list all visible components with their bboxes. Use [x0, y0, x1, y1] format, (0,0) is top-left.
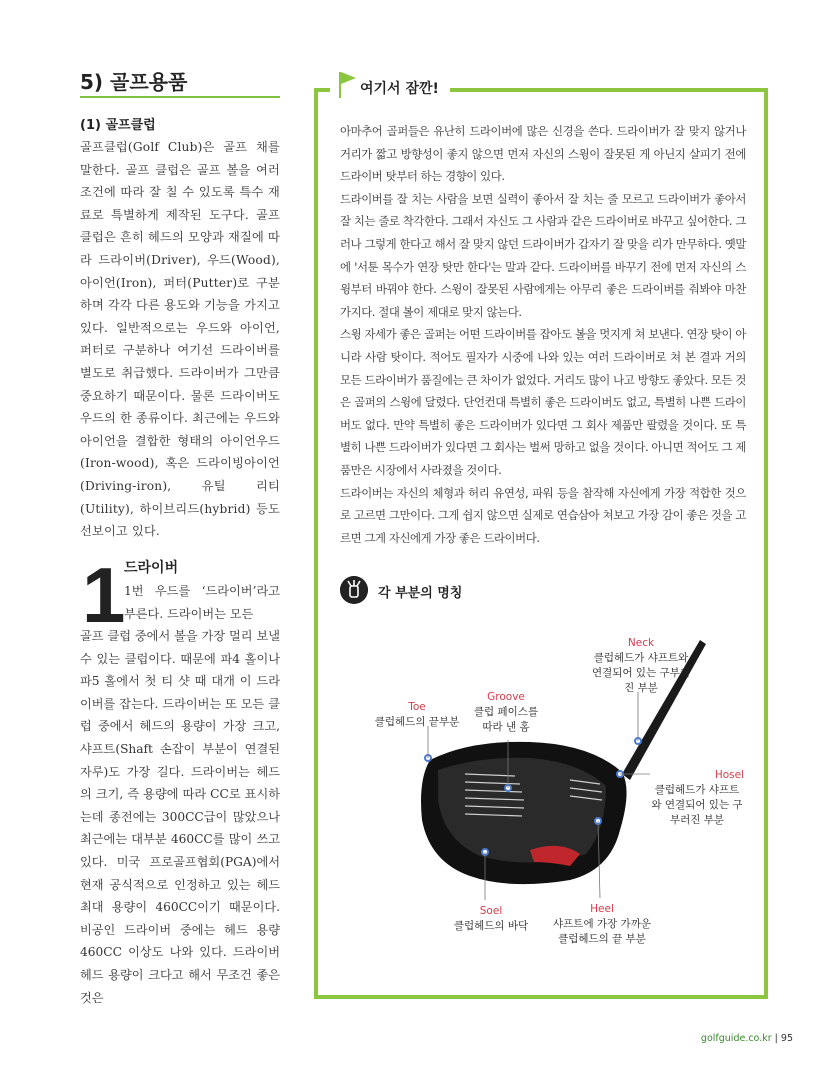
section-divider	[80, 96, 280, 98]
footer-site[interactable]: golfguide.co.kr	[700, 1033, 772, 1044]
neck-label	[588, 636, 694, 696]
info-paragraph: 드라이버는 자신의 체형과 허리 유연성, 파워 등을 참작해 자신에게 가장 적합한 것으로 고르면 그만이다. 그게 쉽지 않으면 실제로 연습삼아 쳐보고 가장 감이 좋은 것을 고르면 그게 자신에게 가장 좋은 드라이버다.	[340, 485, 746, 545]
groove-label	[470, 690, 542, 735]
hosel-label-ko: 클럽헤드가 샤프트와 연결되어 있는 구부러진 부분	[651, 784, 743, 826]
neck-label-ko: 클럽헤드가 샤프트와 연결되어 있는 구부러진 부분	[592, 652, 690, 694]
chapter-number: 1	[82, 551, 126, 639]
page-number: 95	[780, 1033, 793, 1044]
info-paragraph: 스윙 자세가 좋은 골퍼는 어떤 드라이버를 잡아도 볼을 멋지게 쳐 보낸다. 연장 탓이 아니라 사람 탓이다. 적어도 필자가 시중에 나와 있는 여러 드라이버로 쳐 본 결과 거의 모든 드라이버가 품질에는 큰 차이가 없었다. 거리도 많이 나고 방향도 좋았다. 모든 것은 골퍼의 스윙에 달렸다. 단언컨대 특별히 좋은 드라이버도 없고, 특별히 나쁜 드라이버도 없다. 만약 특별히 좋은 드라이버가 있다면 그 회사 제품만 팔렸을 것이다. 또 특별히 나쁜 드라이버가 있다면 그 회사는 벌써 망하고 없을 것이다. 아니면 적어도 그 제품만은 시장에서 사라졌을 것이다.	[340, 327, 746, 477]
flag-icon	[336, 70, 358, 100]
groove-label-ko: 클럽 페이스를 따라 낸 홈	[473, 706, 539, 733]
driver-paragraph-intro: 1번 우드를 ‘드라이버’라고 부른다. 드라이버는 모든	[124, 584, 280, 621]
info-paragraph: 드라이버를 잘 치는 사람을 보면 실력이 좋아서 잘 치는 줄 모르고 드라이버가 좋아서 잘 치는 줄로 착각한다. 그래서 자신도 그 사람과 같은 드라이버로 바꾸고 싶어한다. 그러나 그렇게 한다고 해서 잘 맞지 않던 드라이버가 갑자기 잘 맞을 리가 만무하다. 옛말에 '서툰 목수가 연장 탓만 한다'는 말과 같다. 드라이버를 바꾸기 전에 먼저 자신의 스윙부터 바꿔야 한다. 스윙이 잘못된 사람에게는 아무리 좋은 드라이버를 줘봐야 마찬가지다. 절대 볼이 제대로 맞지 않는다.	[340, 191, 746, 319]
sole-label-ko: 클럽헤드의 바닥	[453, 920, 529, 932]
subsection-title: (1) 골프클럽	[80, 118, 156, 133]
golf-bag-icon	[340, 576, 368, 604]
driver-title: 드라이버	[124, 560, 179, 576]
sole-label	[448, 904, 534, 934]
driver-paragraph: 골프 클럽 중에서 볼을 가장 멀리 보낼 수 있는 클럽이다. 때문에 파4 홀이나 파5 홀에서 첫 티 샷 때 대개 이 드라이버를 잡는다. 드라이버는 또 모든 클럽 중에서 헤드의 용량이 가장 크고, 샤프트(Shaft 손잡이 부분이 연결된 자루)도 가장 길다. 드라이버는 헤드의 크기, 즉 용량에 따라 CC로 표시하는데 종전에는 300CC급이 많았으나 최근에는 대부분 460CC를 많이 쓰고 있다. 미국 프로골프협회(PGA)에서 현재 공식적으로 인정하고 있는 헤드 최대 용량이 460CC이기 때문이다. 비공인 드라이버 중에는 헤드 용량 460CC 이상도 나와 있다. 드라이버 헤드 용량이 크다고 해서 무조건 좋은 것은	[80, 629, 280, 1005]
info-paragraph: 아마추어 골퍼들은 유난히 드라이버에 많은 신경을 쓴다. 드라이버가 잘 맞지 않거나 거리가 짧고 방향성이 좋지 않으면 먼저 자신의 스윙이 잘못된 게 아닌지 살피기 전에 드라이버 탓부터 하는 경향이 있다.	[340, 124, 746, 184]
footer-separator: |	[774, 1033, 781, 1044]
info-box-title: 여기서 잠깐!	[360, 81, 439, 97]
heel-label-ko: 샤프트에 가장 가까운 클럽헤드의 끝 부분	[553, 918, 651, 945]
toe-label-ko: 클럽헤드의 끝부분	[374, 716, 460, 728]
hosel-label-en: Hosel	[714, 769, 744, 781]
golf-club-paragraph: 골프클럽(Golf Club)은 골프 채를 말한다. 골프 클럽은 골프 볼을 여러 조건에 따라 잘 칠 수 있도록 특수 재료로 특별하게 제작된 도구다. 골프 클럽은 흔히 헤드의 모양과 재질에 따라 드라이버(Driver), 우드(Wood), 아이언(Iron), 퍼터(Putter)로 구분하며 각각 다른 용도와 기능을 가지고 있다. 일반적으로는 우드와 아이언, 퍼터로 구분하나 여기선 드라이버를 별도로 취급했다. 드라이버가 그만큼 중요하기 때문이다. 물론 드라이버도 우드의 한 종류이다. 최근에는 우드와 아이언을 결합한 형태의 아이언우드(Iron-wood), 혹은 드라이빙아이언(Driving-iron), 유틸 리티(Utility), 하이브리드(hybrid) 등도 선보이고 있다.	[80, 140, 280, 539]
info-box-text	[340, 120, 746, 549]
toe-label-en: Toe	[408, 701, 426, 713]
hosel-label	[650, 768, 744, 828]
parts-title: 각 부분의 명칭	[378, 586, 463, 601]
section-title: 5) 골프용품	[80, 70, 188, 94]
page-footer	[701, 1033, 793, 1044]
heel-label	[552, 902, 652, 947]
toe-label	[374, 700, 460, 730]
heel-label-en: Heel	[590, 903, 614, 915]
groove-label-en: Groove	[487, 691, 525, 703]
neck-label-en: Neck	[627, 637, 655, 649]
sole-label-en: Soel	[479, 905, 503, 917]
